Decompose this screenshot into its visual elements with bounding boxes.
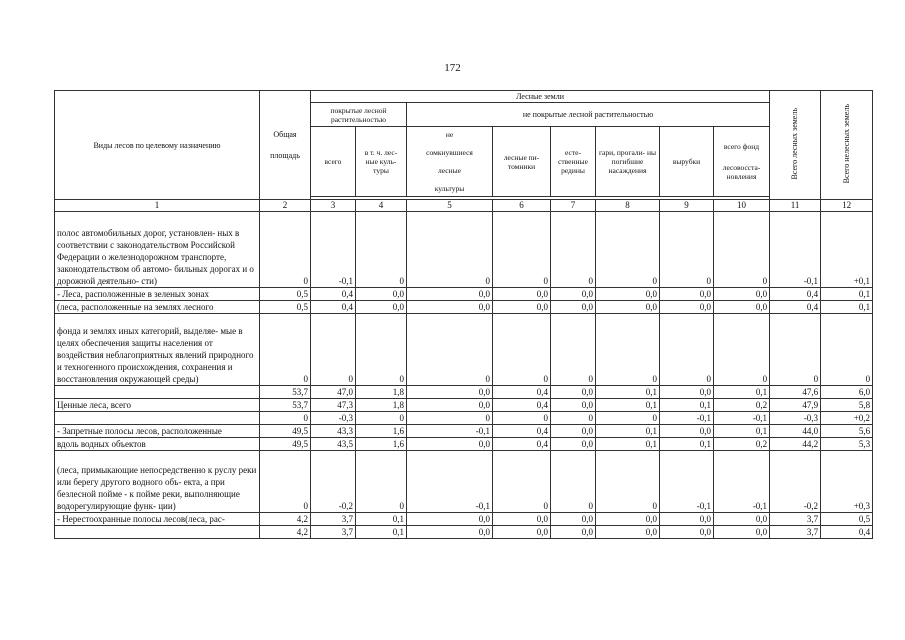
cell-value: 0: [493, 412, 551, 425]
column-number: 1: [55, 200, 260, 212]
header-total-area: [260, 91, 311, 200]
column-number: 2: [260, 200, 311, 212]
cell-value: 0,1: [596, 399, 660, 412]
cell-value: 0: [493, 314, 551, 386]
table-row: [55, 412, 873, 425]
cell-value: 0,0: [407, 386, 493, 399]
table-row: [55, 301, 873, 314]
column-number: 8: [596, 200, 660, 212]
forest-lands-table: [54, 90, 873, 539]
cell-value: 0,0: [407, 438, 493, 451]
row-label: [55, 386, 260, 399]
cell-value: 0,0: [493, 301, 551, 314]
cell-value: 47,0: [311, 386, 356, 399]
cell-value: 0,1: [596, 386, 660, 399]
cell-value: 3,7: [311, 526, 356, 539]
cell-value: 0,4: [821, 526, 873, 539]
cell-value: 0,0: [660, 513, 714, 526]
cell-value: 3,7: [311, 513, 356, 526]
column-number: 3: [311, 200, 356, 212]
row-label: (леса, примыкающие непосредственно к руслу реки или берегу другого водного объ- екта, а при безлесной пойме - к пойме реки, выполняющие водорегулирующие функ- ции): [55, 451, 260, 513]
cell-value: 0: [407, 314, 493, 386]
cell-value: -0,2: [770, 451, 821, 513]
column-number: 7: [551, 200, 596, 212]
cell-value: 3,7: [770, 526, 821, 539]
cell-value: 1,6: [356, 438, 407, 451]
row-label: (леса, расположенные на землях лесного: [55, 301, 260, 314]
cell-value: 0,1: [660, 399, 714, 412]
cell-value: 0: [596, 451, 660, 513]
header-not-closed-4: культуры: [434, 184, 465, 193]
header-total-area-line2: площадь: [270, 151, 300, 160]
cell-value: 0,0: [493, 526, 551, 539]
header-kind: Виды лесов по целевому назначению: [55, 91, 260, 200]
column-number: 10: [714, 200, 770, 212]
header-forest-lands: Лесные земли: [311, 91, 770, 103]
cell-value: 0: [493, 212, 551, 288]
header-total-forest: [770, 91, 821, 200]
header-incl-cultures: в т. ч. лес- ные куль- туры: [356, 127, 407, 197]
cell-value: 4,2: [260, 526, 311, 539]
cell-value: +0,2: [821, 412, 873, 425]
table-row: [55, 438, 873, 451]
cell-value: 0,0: [493, 288, 551, 301]
cell-value: 44,2: [770, 438, 821, 451]
header-not-closed-1: не: [445, 130, 454, 139]
cell-value: 0,0: [551, 386, 596, 399]
table-row: [55, 425, 873, 438]
header-nurseries: лесные пи- томники: [493, 127, 551, 197]
cell-value: 0: [551, 212, 596, 288]
header-total-nonforest: [821, 91, 873, 200]
cell-value: 43,3: [311, 425, 356, 438]
column-number: 12: [821, 200, 873, 212]
cell-value: +0,1: [821, 212, 873, 288]
table-row: [55, 451, 873, 513]
cell-value: 6,0: [821, 386, 873, 399]
table-row: [55, 288, 873, 301]
cell-value: 0: [551, 412, 596, 425]
cell-value: 0,0: [714, 513, 770, 526]
cell-value: 0,0: [407, 526, 493, 539]
cell-value: 0: [356, 412, 407, 425]
cell-value: 0,4: [311, 301, 356, 314]
cell-value: 5,3: [821, 438, 873, 451]
cell-value: 0,5: [821, 513, 873, 526]
cell-value: -0,1: [714, 412, 770, 425]
cell-value: 0: [407, 212, 493, 288]
cell-value: 0: [260, 451, 311, 513]
row-label: - Нерестоохранные полосы лесов(леса, рас-: [55, 513, 260, 526]
cell-value: 0: [596, 212, 660, 288]
cell-value: 0: [260, 412, 311, 425]
cell-value: 0: [493, 451, 551, 513]
cell-value: 0: [660, 314, 714, 386]
cell-value: 0,0: [551, 288, 596, 301]
cell-value: -0,1: [407, 451, 493, 513]
cell-value: -0,2: [311, 451, 356, 513]
cell-value: 1,8: [356, 386, 407, 399]
cell-value: 0,0: [407, 513, 493, 526]
cell-value: 0,0: [551, 399, 596, 412]
cell-value: 47,9: [770, 399, 821, 412]
column-number: 11: [770, 200, 821, 212]
cell-value: 0,0: [596, 301, 660, 314]
cell-value: 0,4: [493, 425, 551, 438]
cell-value: -0,1: [714, 451, 770, 513]
cell-value: 0,5: [260, 301, 311, 314]
row-label: [55, 412, 260, 425]
cell-value: 0,0: [714, 288, 770, 301]
cell-value: 0,0: [660, 301, 714, 314]
cell-value: 0: [714, 314, 770, 386]
header-natural-gaps: есте- ственные редины: [551, 127, 596, 197]
header-burnt: гари, прогали- ны погибшие насаждения: [596, 127, 660, 197]
cell-value: 0,0: [551, 526, 596, 539]
row-label: полос автомобильных дорог, установлен- ных в соответствии с законодательством Российской Федерации о железнодорожном транспорте, законодательством об автомо- бильных дорогах и о дорожной деятельно- сти): [55, 212, 260, 288]
cell-value: 49,5: [260, 438, 311, 451]
cell-value: 0,0: [551, 301, 596, 314]
cell-value: 0,4: [770, 288, 821, 301]
header-not-closed: [407, 127, 493, 197]
cell-value: 53,7: [260, 386, 311, 399]
row-label: - Леса, расположенные в зеленых зонах: [55, 288, 260, 301]
cell-value: 1,8: [356, 399, 407, 412]
table-row: [55, 386, 873, 399]
table-row: [55, 314, 873, 386]
cell-value: 0,1: [356, 513, 407, 526]
cell-value: 47,3: [311, 399, 356, 412]
cell-value: 0: [596, 412, 660, 425]
cell-value: 0: [770, 314, 821, 386]
cell-value: 3,7: [770, 513, 821, 526]
column-number: 5: [407, 200, 493, 212]
cell-value: 0,1: [714, 425, 770, 438]
cell-value: 0,4: [493, 438, 551, 451]
cell-value: 0,1: [596, 438, 660, 451]
cell-value: 0,0: [714, 301, 770, 314]
cell-value: 0,1: [821, 288, 873, 301]
cell-value: -0,1: [660, 412, 714, 425]
cell-value: 0,1: [660, 438, 714, 451]
cell-value: 0,1: [596, 425, 660, 438]
cell-value: 0,0: [714, 526, 770, 539]
cell-value: 0,4: [493, 399, 551, 412]
cell-value: 0,1: [356, 526, 407, 539]
cell-value: 5,6: [821, 425, 873, 438]
header-not-closed-3: лесные: [438, 166, 461, 175]
row-label: - Запретные полосы лесов, расположенные: [55, 425, 260, 438]
cell-value: 0,0: [596, 288, 660, 301]
header-total-forest-text: Всего лесных земель: [790, 108, 800, 180]
cell-value: 0,2: [714, 438, 770, 451]
cell-value: 4,2: [260, 513, 311, 526]
row-label: [55, 526, 260, 539]
cell-value: -0,1: [311, 212, 356, 288]
header-total: всего: [311, 127, 356, 197]
cell-value: -0,1: [660, 451, 714, 513]
cell-value: +0,3: [821, 451, 873, 513]
cell-value: 43,5: [311, 438, 356, 451]
column-number: 9: [660, 200, 714, 212]
cell-value: -0,3: [311, 412, 356, 425]
header-clearings: вырубки: [660, 127, 714, 197]
cell-value: 53,7: [260, 399, 311, 412]
cell-value: -0,1: [407, 425, 493, 438]
header-reforest-fund-1: всего фонд: [723, 142, 760, 151]
cell-value: 0,0: [660, 526, 714, 539]
cell-value: 0: [260, 212, 311, 288]
cell-value: 0,4: [311, 288, 356, 301]
cell-value: 0: [551, 314, 596, 386]
cell-value: 0: [821, 314, 873, 386]
cell-value: 0: [714, 212, 770, 288]
cell-value: 0,0: [660, 288, 714, 301]
cell-value: 0,0: [596, 513, 660, 526]
column-numbers-row: [55, 200, 873, 212]
header-total-area-line1: Общая: [273, 130, 297, 139]
header-reforest-fund: [714, 127, 770, 197]
cell-value: 0: [260, 314, 311, 386]
cell-value: 0,0: [407, 399, 493, 412]
cell-value: 0: [596, 314, 660, 386]
row-label: Ценные леса, всего: [55, 399, 260, 412]
cell-value: 0,2: [714, 399, 770, 412]
cell-value: 0: [551, 451, 596, 513]
cell-value: 49,5: [260, 425, 311, 438]
header-not-covered: не покрытые лесной растительностью: [407, 103, 770, 127]
cell-value: 1,6: [356, 425, 407, 438]
cell-value: 0,0: [551, 425, 596, 438]
page-number: 172: [444, 62, 461, 74]
cell-value: 0,0: [596, 526, 660, 539]
cell-value: 0: [660, 212, 714, 288]
table-row: [55, 212, 873, 288]
cell-value: 0,0: [356, 288, 407, 301]
cell-value: 0,5: [260, 288, 311, 301]
cell-value: 0: [356, 212, 407, 288]
column-number: 4: [356, 200, 407, 212]
cell-value: 0: [356, 451, 407, 513]
cell-value: 0,0: [660, 386, 714, 399]
table-row: [55, 399, 873, 412]
cell-value: 0,0: [551, 438, 596, 451]
header-covered: покрытые лесной растительностью: [311, 103, 407, 127]
cell-value: 0,0: [407, 288, 493, 301]
cell-value: 0,1: [821, 301, 873, 314]
cell-value: 0: [311, 314, 356, 386]
table-row: [55, 526, 873, 539]
header-reforest-fund-2: лесовосста- новления: [722, 163, 761, 181]
row-label: фонда и землях иных категорий, выделяе- мые в целях обеспечения защиты населения от воздействия неблагоприятных явлений природного и техногенного происхождения, сохранения и восстановления окружающей среды): [55, 314, 260, 386]
cell-value: 0,0: [407, 301, 493, 314]
row-label: вдоль водных объектов: [55, 438, 260, 451]
cell-value: 5,8: [821, 399, 873, 412]
header-total-nonforest-text: Всего нелесных земель: [841, 104, 851, 184]
column-number: 6: [493, 200, 551, 212]
cell-value: 0,1: [714, 386, 770, 399]
cell-value: 44,0: [770, 425, 821, 438]
cell-value: 0: [407, 412, 493, 425]
header-not-closed-2: сомкнувшиеся: [426, 148, 473, 157]
cell-value: 0,0: [660, 425, 714, 438]
cell-value: 47,6: [770, 386, 821, 399]
table-row: [55, 513, 873, 526]
cell-value: 0,0: [551, 513, 596, 526]
cell-value: -0,1: [770, 212, 821, 288]
cell-value: -0,3: [770, 412, 821, 425]
cell-value: 0,4: [770, 301, 821, 314]
cell-value: 0,0: [356, 301, 407, 314]
cell-value: 0,4: [493, 386, 551, 399]
cell-value: 0: [356, 314, 407, 386]
cell-value: 0,0: [493, 513, 551, 526]
